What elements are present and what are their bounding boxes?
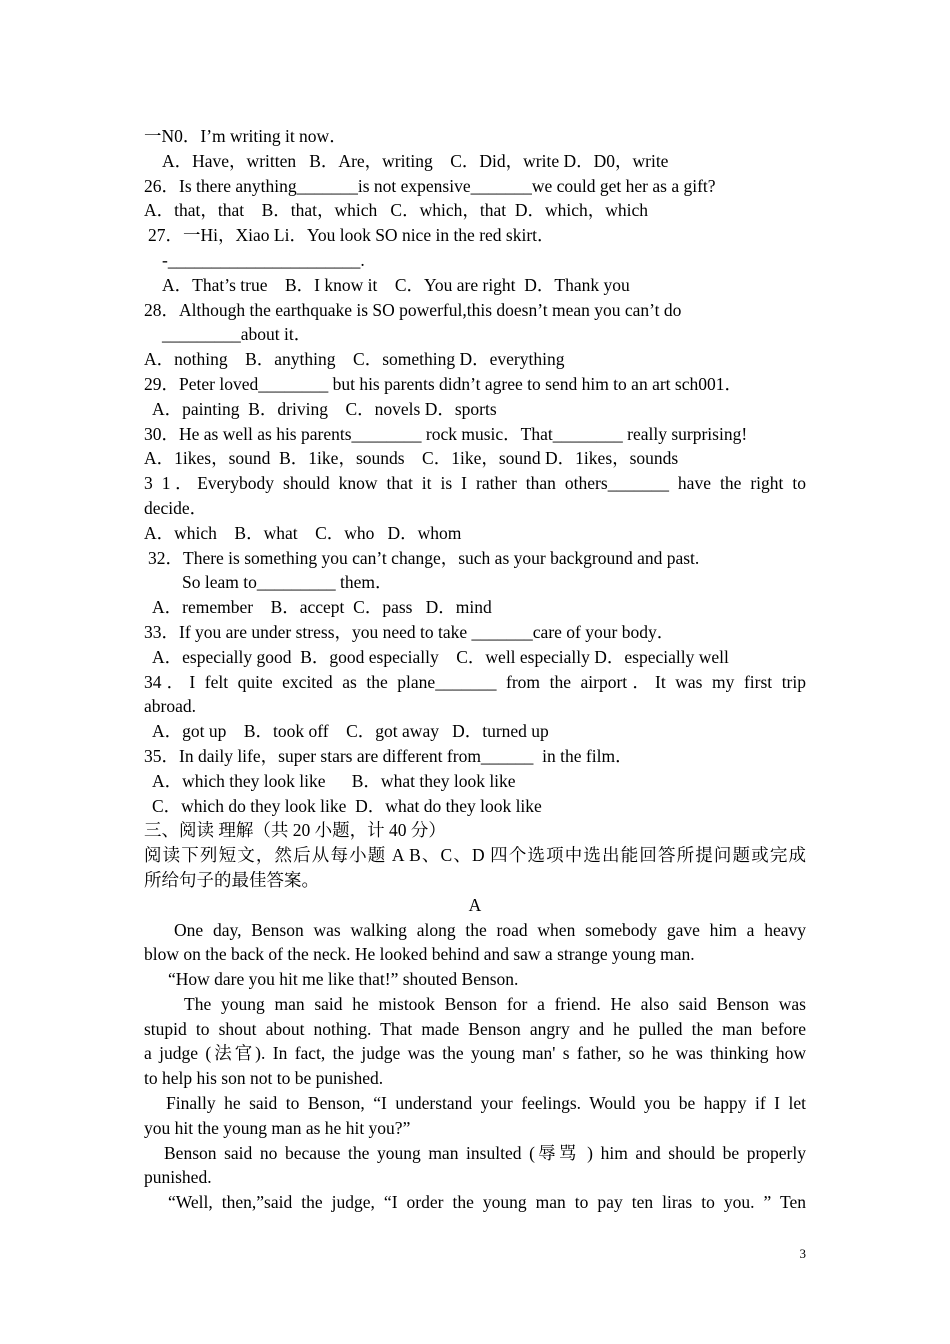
question-stem-continued: _________about it． bbox=[162, 324, 312, 345]
answer-options: A．1ikes，sound B．1ike，sounds C．1ike，sound D．1ikes，sounds bbox=[144, 448, 679, 469]
section-instructions: 阅读下列短文，然后从每小题 A B、C、D 四个选项中选出能回答所提问题或完成 bbox=[144, 845, 806, 866]
passage-line: stupid to shout about nothing. That made Benson angry and he pulled the man before bbox=[144, 1018, 806, 1039]
answer-options: A．that，that B．that，which C．which，that D．which，which bbox=[144, 200, 649, 221]
answer-options: A．painting B．driving C．novels D．sports bbox=[152, 398, 497, 419]
page-number: 3 bbox=[799, 1246, 806, 1261]
question-stem: 32．There is something you can’t change，such as your background and past. bbox=[148, 547, 700, 568]
passage-line: you hit the young man as he hit you?” bbox=[144, 1117, 411, 1138]
section-instructions: 所给句子的最佳答案。 bbox=[144, 869, 319, 890]
passage-title: A bbox=[468, 894, 482, 915]
question-stem: 26．Is there anything_______is not expensive_______we could get her as a gift? bbox=[144, 175, 716, 196]
passage-line: blow on the back of the neck. He looked behind and saw a strange young man. bbox=[144, 944, 695, 965]
question-stem: 34．I felt quite excited as the plane_______ from the airport．It was my first trip bbox=[144, 671, 806, 692]
question-stem: 29．Peter loved________ but his parents didn’t agree to send him to an art sch001． bbox=[144, 373, 742, 394]
question-stem-continued: So leam to_________ them． bbox=[182, 572, 393, 593]
question-stem: 28．Although the earthquake is SO powerful,this doesn’t mean you can’t do bbox=[144, 299, 682, 320]
passage-line: “Well, then,”said the judge, “I order the young man to pay ten liras to you. ” Ten bbox=[168, 1192, 806, 1213]
answer-blank: -______________________. bbox=[162, 249, 365, 270]
answer-options: A．got up B．took off C．got away D．turned up bbox=[152, 721, 549, 742]
question-stem-continued: abroad. bbox=[144, 696, 196, 717]
answer-options: A．especially good B．good especially C．well especially D．especially well bbox=[152, 646, 729, 667]
passage-line: punished. bbox=[144, 1167, 212, 1188]
question-stem-continued: decide． bbox=[144, 497, 208, 518]
answer-options: A．which B．what C．who D．whom bbox=[144, 522, 462, 543]
question-stem: 30．He as well as his parents________ rock music．That________ really surprising! bbox=[144, 423, 748, 444]
passage-line: Benson said no because the young man insulted (辱骂 ) him and should be properly bbox=[164, 1142, 806, 1163]
question-stem: 33．If you are under stress，you need to take _______care of your body． bbox=[144, 621, 675, 642]
answer-options: A．That’s true B．I know it C．You are right D．Thank you bbox=[162, 274, 630, 295]
passage-line: “How dare you hit me like that!” shouted Benson. bbox=[168, 969, 519, 990]
question-stem: 3 1．Everybody should know that it is I rather than others_______ have the right to bbox=[144, 473, 806, 494]
passage-line: Finally he said to Benson, “I understand your feelings. Would you be happy if I let bbox=[166, 1093, 806, 1114]
question-stem: 35．In daily life，super stars are different from______ in the film． bbox=[144, 745, 633, 766]
question-stem: 一N0．I’m writing it now． bbox=[144, 126, 347, 146]
answer-options: A．remember B．accept C．pass D．mind bbox=[152, 597, 492, 618]
passage-line: The young man said he mistook Benson for a friend. He also said Benson was bbox=[184, 993, 806, 1014]
answer-options: C．which do they look like D．what do they look like bbox=[152, 795, 542, 816]
answer-options: A．which they look like B．what they look like bbox=[152, 770, 516, 791]
section-heading: 三、阅读 理解（共 20 小题，计 40 分） bbox=[144, 820, 446, 841]
page-content bbox=[144, 124, 806, 1215]
answer-options: A．nothing B．anything C．something D．everything bbox=[144, 349, 565, 370]
passage-line: to help his son not to be punished. bbox=[144, 1068, 384, 1089]
answer-options: A．Have，written B．Are，writing C．Did，write D．D0，write bbox=[162, 150, 669, 171]
passage-line: a judge (法官). In fact, the judge was the young man' s father, so he was thinking how bbox=[144, 1043, 806, 1064]
passage-line: One day, Benson was walking along the road when somebody gave him a heavy bbox=[174, 919, 806, 940]
question-stem: 27．一Hi，Xiao Li．You look SO nice in the red skirt． bbox=[148, 225, 555, 246]
